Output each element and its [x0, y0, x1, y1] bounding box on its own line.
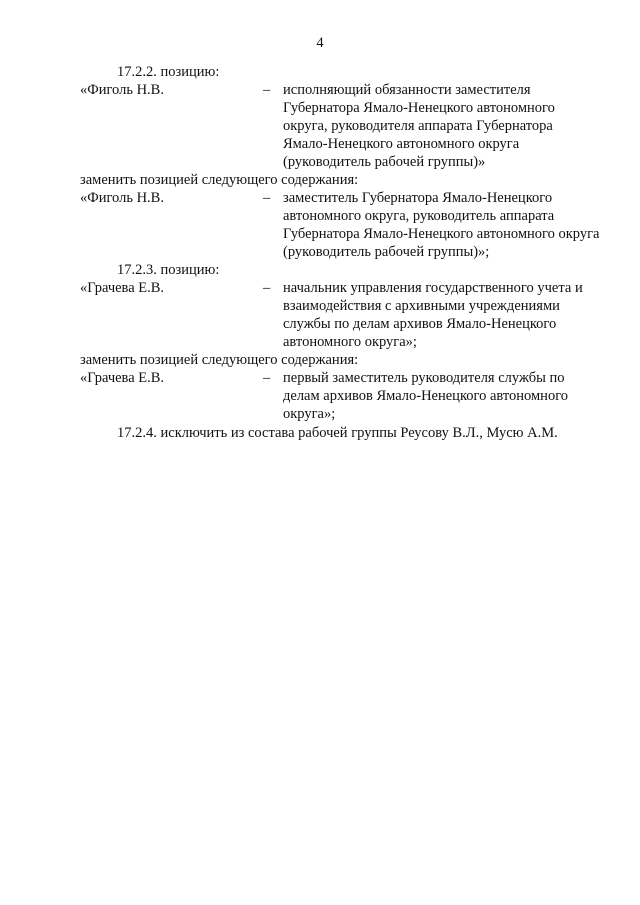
replace-label: заменить позицией следующего содержания:: [80, 352, 359, 368]
document-body: [80, 63, 600, 442]
section-heading-17-2-2: 17.2.2. позицию:: [117, 64, 220, 80]
position-description: начальник управления государственного учета и взаимодействия с архивными учреждениями службы по делам архивов Ямало-Ненецкого автономного округа»;: [283, 280, 583, 350]
old-position-entry-figol: [80, 81, 600, 171]
new-position-entry-figol: [80, 189, 600, 261]
replace-label: заменить позицией следующего содержания:: [80, 172, 359, 188]
dash-separator: –: [263, 280, 271, 296]
position-description: первый заместитель руководителя службы по делам архивов Ямало-Ненецкого автономного округа»;: [283, 370, 569, 422]
section-heading-17-2-3: 17.2.3. позицию:: [117, 262, 220, 278]
person-name: «Грачева Е.В.: [80, 280, 165, 296]
dash-separator: –: [263, 82, 271, 98]
person-name: «Фиголь Н.В.: [80, 190, 164, 206]
position-description: исполняющий обязанности заместителя Губернатора Ямало-Ненецкого автономного округа, руководителя аппарата Губернатора Ямало-Ненецкого автономного округа (руководитель рабочей группы)»: [283, 82, 555, 170]
person-name: «Грачева Е.В.: [80, 370, 165, 386]
person-name: «Фиголь Н.В.: [80, 82, 164, 98]
new-position-entry-gracheva: [80, 369, 600, 423]
section-17-2-4-exclude: 17.2.4. исключить из состава рабочей группы Реусову В.Л., Мусю А.М.: [117, 425, 558, 441]
old-position-entry-gracheva: [80, 279, 600, 351]
page-number: 4: [316, 35, 324, 51]
dash-separator: –: [263, 370, 271, 386]
position-description: заместитель Губернатора Ямало-Ненецкого автономного округа, руководитель аппарата Губернатора Ямало-Ненецкого автономного округа (руководитель рабочей группы)»;: [283, 190, 600, 260]
dash-separator: –: [263, 190, 271, 206]
